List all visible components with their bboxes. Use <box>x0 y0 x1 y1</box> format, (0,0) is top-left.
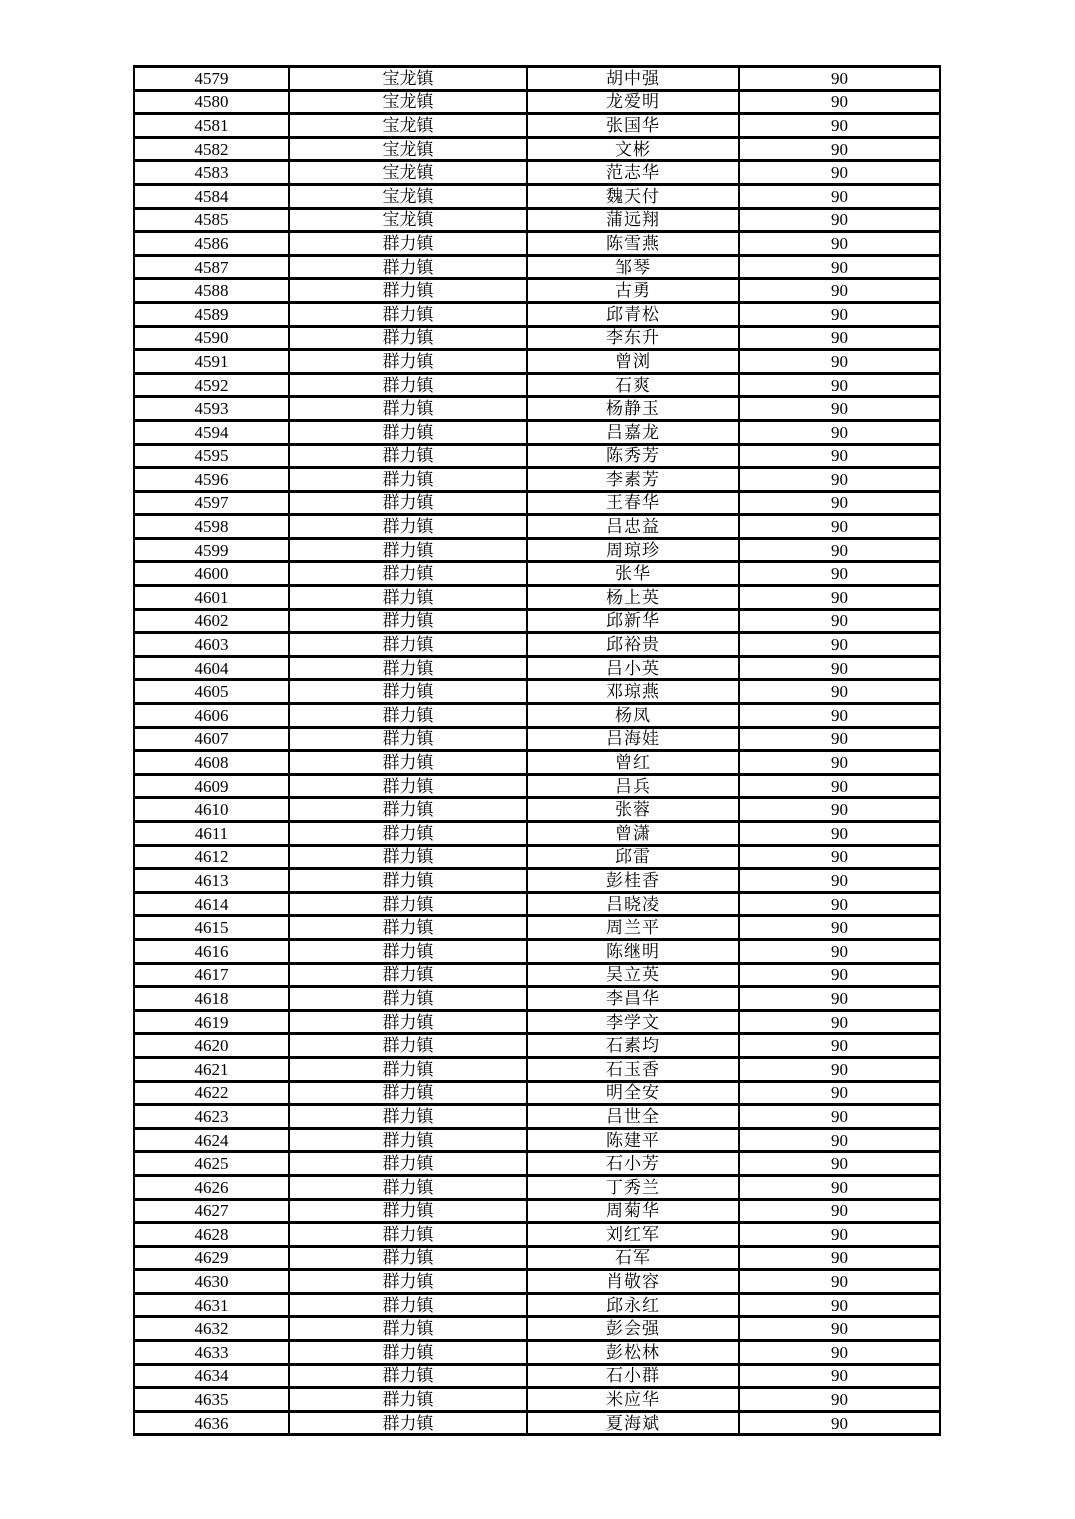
cell-name: 邱青松 <box>527 302 739 326</box>
table-row <box>134 1341 940 1365</box>
cell-serial: 4594 <box>134 420 289 444</box>
cell-town: 群力镇 <box>289 420 527 444</box>
cell-serial: 4587 <box>134 255 289 279</box>
cell-town: 群力镇 <box>289 774 527 798</box>
cell-town: 群力镇 <box>289 1411 527 1435</box>
cell-name: 蒲远翔 <box>527 208 739 232</box>
cell-serial: 4602 <box>134 609 289 633</box>
table-row <box>134 751 940 775</box>
cell-score: 90 <box>739 515 940 539</box>
table-row <box>134 208 940 232</box>
cell-name: 邱雷 <box>527 845 739 869</box>
cell-score: 90 <box>739 609 940 633</box>
cell-score: 90 <box>739 208 940 232</box>
cell-serial: 4611 <box>134 822 289 846</box>
cell-name: 吕世全 <box>527 1105 739 1129</box>
cell-score: 90 <box>739 1341 940 1365</box>
table-row <box>134 680 940 704</box>
cell-score: 90 <box>739 302 940 326</box>
cell-serial: 4601 <box>134 586 289 610</box>
cell-name: 彭松林 <box>527 1341 739 1365</box>
cell-serial: 4582 <box>134 137 289 161</box>
cell-name: 邓琼燕 <box>527 680 739 704</box>
cell-serial: 4579 <box>134 67 289 91</box>
cell-name: 陈秀芳 <box>527 444 739 468</box>
table-row <box>134 656 940 680</box>
table-row <box>134 1081 940 1105</box>
cell-name: 李昌华 <box>527 987 739 1011</box>
cell-town: 群力镇 <box>289 963 527 987</box>
table-row <box>134 255 940 279</box>
cell-name: 吕晓凌 <box>527 892 739 916</box>
table-row <box>134 161 940 185</box>
cell-town: 宝龙镇 <box>289 208 527 232</box>
cell-name: 文彬 <box>527 137 739 161</box>
cell-town: 群力镇 <box>289 538 527 562</box>
cell-town: 群力镇 <box>289 1341 527 1365</box>
cell-score: 90 <box>739 1293 940 1317</box>
cell-town: 群力镇 <box>289 680 527 704</box>
cell-serial: 4597 <box>134 491 289 515</box>
cell-name: 石小群 <box>527 1364 739 1388</box>
score-table <box>133 65 941 1436</box>
cell-town: 群力镇 <box>289 491 527 515</box>
cell-serial: 4620 <box>134 1034 289 1058</box>
cell-town: 群力镇 <box>289 1317 527 1341</box>
cell-serial: 4606 <box>134 704 289 728</box>
cell-name: 王春华 <box>527 491 739 515</box>
cell-score: 90 <box>739 1010 940 1034</box>
cell-score: 90 <box>739 680 940 704</box>
cell-score: 90 <box>739 1081 940 1105</box>
score-table-body <box>134 67 940 1435</box>
cell-town: 群力镇 <box>289 987 527 1011</box>
cell-serial: 4595 <box>134 444 289 468</box>
cell-score: 90 <box>739 232 940 256</box>
cell-serial: 4633 <box>134 1341 289 1365</box>
cell-score: 90 <box>739 420 940 444</box>
cell-town: 群力镇 <box>289 1388 527 1412</box>
cell-serial: 4598 <box>134 515 289 539</box>
cell-score: 90 <box>739 892 940 916</box>
cell-serial: 4605 <box>134 680 289 704</box>
cell-score: 90 <box>739 67 940 91</box>
cell-score: 90 <box>739 987 940 1011</box>
cell-name: 魏天付 <box>527 184 739 208</box>
cell-town: 群力镇 <box>289 609 527 633</box>
cell-serial: 4619 <box>134 1010 289 1034</box>
cell-serial: 4632 <box>134 1317 289 1341</box>
cell-name: 吕嘉龙 <box>527 420 739 444</box>
cell-town: 群力镇 <box>289 845 527 869</box>
table-row <box>134 869 940 893</box>
cell-serial: 4610 <box>134 798 289 822</box>
cell-serial: 4621 <box>134 1057 289 1081</box>
cell-serial: 4623 <box>134 1105 289 1129</box>
cell-score: 90 <box>739 633 940 657</box>
cell-town: 群力镇 <box>289 468 527 492</box>
cell-score: 90 <box>739 279 940 303</box>
cell-serial: 4613 <box>134 869 289 893</box>
table-row <box>134 609 940 633</box>
table-row <box>134 916 940 940</box>
table-row <box>134 1246 940 1270</box>
table-row <box>134 892 940 916</box>
cell-score: 90 <box>739 90 940 114</box>
cell-score: 90 <box>739 704 940 728</box>
cell-serial: 4636 <box>134 1411 289 1435</box>
cell-town: 群力镇 <box>289 1057 527 1081</box>
table-row <box>134 326 940 350</box>
table-row <box>134 468 940 492</box>
cell-name: 邹琴 <box>527 255 739 279</box>
cell-score: 90 <box>739 184 940 208</box>
cell-town: 宝龙镇 <box>289 67 527 91</box>
cell-town: 群力镇 <box>289 586 527 610</box>
cell-serial: 4591 <box>134 350 289 374</box>
table-row <box>134 1270 940 1294</box>
cell-town: 群力镇 <box>289 444 527 468</box>
cell-name: 刘红军 <box>527 1223 739 1247</box>
cell-name: 肖敬容 <box>527 1270 739 1294</box>
cell-serial: 4629 <box>134 1246 289 1270</box>
table-row <box>134 279 940 303</box>
table-row <box>134 987 940 1011</box>
cell-serial: 4607 <box>134 727 289 751</box>
cell-score: 90 <box>739 161 940 185</box>
cell-town: 群力镇 <box>289 1293 527 1317</box>
cell-score: 90 <box>739 751 940 775</box>
cell-town: 群力镇 <box>289 1034 527 1058</box>
cell-serial: 4614 <box>134 892 289 916</box>
cell-score: 90 <box>739 727 940 751</box>
cell-score: 90 <box>739 1411 940 1435</box>
table-row <box>134 1057 940 1081</box>
table-row <box>134 350 940 374</box>
table-row <box>134 538 940 562</box>
cell-score: 90 <box>739 373 940 397</box>
cell-serial: 4599 <box>134 538 289 562</box>
cell-name: 范志华 <box>527 161 739 185</box>
cell-name: 张蓉 <box>527 798 739 822</box>
cell-serial: 4590 <box>134 326 289 350</box>
cell-serial: 4604 <box>134 656 289 680</box>
cell-name: 胡中强 <box>527 67 739 91</box>
cell-serial: 4596 <box>134 468 289 492</box>
table-row <box>134 586 940 610</box>
cell-serial: 4581 <box>134 114 289 138</box>
cell-name: 明全安 <box>527 1081 739 1105</box>
cell-name: 吕海娃 <box>527 727 739 751</box>
cell-score: 90 <box>739 798 940 822</box>
cell-town: 宝龙镇 <box>289 137 527 161</box>
cell-town: 群力镇 <box>289 515 527 539</box>
cell-name: 周菊华 <box>527 1199 739 1223</box>
cell-town: 群力镇 <box>289 255 527 279</box>
cell-serial: 4631 <box>134 1293 289 1317</box>
cell-town: 群力镇 <box>289 1152 527 1176</box>
cell-name: 曾浏 <box>527 350 739 374</box>
table-row <box>134 1128 940 1152</box>
table-row <box>134 444 940 468</box>
cell-serial: 4608 <box>134 751 289 775</box>
cell-name: 龙爱明 <box>527 90 739 114</box>
cell-town: 群力镇 <box>289 704 527 728</box>
cell-score: 90 <box>739 1105 940 1129</box>
table-row <box>134 633 940 657</box>
cell-serial: 4612 <box>134 845 289 869</box>
table-row <box>134 1175 940 1199</box>
cell-name: 米应华 <box>527 1388 739 1412</box>
cell-serial: 4625 <box>134 1152 289 1176</box>
cell-score: 90 <box>739 114 940 138</box>
cell-town: 群力镇 <box>289 892 527 916</box>
cell-name: 李学文 <box>527 1010 739 1034</box>
cell-score: 90 <box>739 137 940 161</box>
cell-town: 群力镇 <box>289 1223 527 1247</box>
cell-serial: 4592 <box>134 373 289 397</box>
cell-town: 群力镇 <box>289 373 527 397</box>
cell-town: 群力镇 <box>289 939 527 963</box>
cell-name: 丁秀兰 <box>527 1175 739 1199</box>
cell-town: 群力镇 <box>289 1175 527 1199</box>
cell-score: 90 <box>739 656 940 680</box>
cell-serial: 4626 <box>134 1175 289 1199</box>
cell-town: 群力镇 <box>289 302 527 326</box>
table-row <box>134 822 940 846</box>
cell-score: 90 <box>739 491 940 515</box>
cell-serial: 4580 <box>134 90 289 114</box>
table-row <box>134 845 940 869</box>
cell-name: 张华 <box>527 562 739 586</box>
cell-town: 群力镇 <box>289 822 527 846</box>
cell-name: 杨静玉 <box>527 397 739 421</box>
table-row <box>134 1105 940 1129</box>
cell-serial: 4603 <box>134 633 289 657</box>
table-row <box>134 963 940 987</box>
table-row <box>134 1293 940 1317</box>
cell-name: 彭桂香 <box>527 869 739 893</box>
table-row <box>134 373 940 397</box>
table-row <box>134 397 940 421</box>
cell-name: 石素均 <box>527 1034 739 1058</box>
cell-name: 周琼珍 <box>527 538 739 562</box>
cell-name: 邱新华 <box>527 609 739 633</box>
cell-town: 群力镇 <box>289 869 527 893</box>
table-row <box>134 302 940 326</box>
cell-serial: 4634 <box>134 1364 289 1388</box>
cell-name: 陈建平 <box>527 1128 739 1152</box>
cell-town: 宝龙镇 <box>289 114 527 138</box>
cell-name: 石小芳 <box>527 1152 739 1176</box>
cell-score: 90 <box>739 326 940 350</box>
cell-score: 90 <box>739 822 940 846</box>
cell-serial: 4628 <box>134 1223 289 1247</box>
cell-town: 群力镇 <box>289 633 527 657</box>
cell-town: 群力镇 <box>289 916 527 940</box>
cell-name: 石军 <box>527 1246 739 1270</box>
cell-name: 吕小英 <box>527 656 739 680</box>
cell-name: 李东升 <box>527 326 739 350</box>
cell-name: 陈继明 <box>527 939 739 963</box>
cell-score: 90 <box>739 1057 940 1081</box>
table-row <box>134 562 940 586</box>
cell-name: 吕忠益 <box>527 515 739 539</box>
cell-score: 90 <box>739 255 940 279</box>
cell-score: 90 <box>739 562 940 586</box>
cell-name: 古勇 <box>527 279 739 303</box>
cell-name: 邱永红 <box>527 1293 739 1317</box>
cell-town: 宝龙镇 <box>289 184 527 208</box>
cell-town: 群力镇 <box>289 751 527 775</box>
cell-score: 90 <box>739 468 940 492</box>
cell-serial: 4616 <box>134 939 289 963</box>
table-row <box>134 90 940 114</box>
table-row <box>134 114 940 138</box>
cell-score: 90 <box>739 869 940 893</box>
table-row <box>134 420 940 444</box>
cell-score: 90 <box>739 1152 940 1176</box>
table-row <box>134 67 940 91</box>
cell-score: 90 <box>739 774 940 798</box>
cell-serial: 4624 <box>134 1128 289 1152</box>
cell-serial: 4585 <box>134 208 289 232</box>
cell-name: 吕兵 <box>527 774 739 798</box>
cell-serial: 4584 <box>134 184 289 208</box>
cell-name: 李素芳 <box>527 468 739 492</box>
cell-serial: 4635 <box>134 1388 289 1412</box>
table-row <box>134 704 940 728</box>
table-row <box>134 1411 940 1435</box>
cell-serial: 4600 <box>134 562 289 586</box>
table-row <box>134 1317 940 1341</box>
cell-name: 吴立英 <box>527 963 739 987</box>
cell-score: 90 <box>739 1128 940 1152</box>
cell-score: 90 <box>739 538 940 562</box>
cell-serial: 4583 <box>134 161 289 185</box>
cell-score: 90 <box>739 1223 940 1247</box>
cell-serial: 4588 <box>134 279 289 303</box>
cell-score: 90 <box>739 1175 940 1199</box>
table-row <box>134 137 940 161</box>
cell-score: 90 <box>739 586 940 610</box>
cell-town: 群力镇 <box>289 232 527 256</box>
cell-town: 群力镇 <box>289 1199 527 1223</box>
cell-town: 群力镇 <box>289 1010 527 1034</box>
cell-town: 群力镇 <box>289 1270 527 1294</box>
table-row <box>134 184 940 208</box>
cell-name: 杨上英 <box>527 586 739 610</box>
table-row <box>134 727 940 751</box>
cell-town: 群力镇 <box>289 326 527 350</box>
cell-serial: 4586 <box>134 232 289 256</box>
cell-serial: 4627 <box>134 1199 289 1223</box>
cell-serial: 4609 <box>134 774 289 798</box>
cell-score: 90 <box>739 916 940 940</box>
cell-town: 群力镇 <box>289 656 527 680</box>
cell-score: 90 <box>739 1034 940 1058</box>
table-row <box>134 1034 940 1058</box>
cell-name: 夏海斌 <box>527 1411 739 1435</box>
cell-name: 石玉香 <box>527 1057 739 1081</box>
cell-name: 彭会强 <box>527 1317 739 1341</box>
cell-serial: 4617 <box>134 963 289 987</box>
cell-name: 周兰平 <box>527 916 739 940</box>
cell-score: 90 <box>739 444 940 468</box>
table-row <box>134 774 940 798</box>
cell-town: 群力镇 <box>289 350 527 374</box>
table-row <box>134 491 940 515</box>
table-row <box>134 232 940 256</box>
cell-name: 杨凤 <box>527 704 739 728</box>
cell-town: 群力镇 <box>289 1081 527 1105</box>
table-row <box>134 939 940 963</box>
table-row <box>134 1388 940 1412</box>
cell-score: 90 <box>739 1364 940 1388</box>
cell-serial: 4615 <box>134 916 289 940</box>
cell-town: 群力镇 <box>289 727 527 751</box>
cell-score: 90 <box>739 963 940 987</box>
cell-score: 90 <box>739 1317 940 1341</box>
cell-score: 90 <box>739 939 940 963</box>
cell-score: 90 <box>739 350 940 374</box>
table-row <box>134 1152 940 1176</box>
cell-town: 宝龙镇 <box>289 161 527 185</box>
cell-town: 群力镇 <box>289 1246 527 1270</box>
cell-town: 群力镇 <box>289 1128 527 1152</box>
cell-serial: 4593 <box>134 397 289 421</box>
cell-name: 陈雪燕 <box>527 232 739 256</box>
cell-name: 石爽 <box>527 373 739 397</box>
cell-town: 群力镇 <box>289 562 527 586</box>
cell-town: 群力镇 <box>289 397 527 421</box>
cell-name: 曾潇 <box>527 822 739 846</box>
cell-score: 90 <box>739 1246 940 1270</box>
cell-town: 群力镇 <box>289 1105 527 1129</box>
cell-score: 90 <box>739 397 940 421</box>
cell-serial: 4589 <box>134 302 289 326</box>
cell-town: 群力镇 <box>289 798 527 822</box>
cell-name: 曾红 <box>527 751 739 775</box>
table-row <box>134 1010 940 1034</box>
table-row <box>134 515 940 539</box>
cell-town: 群力镇 <box>289 279 527 303</box>
cell-town: 群力镇 <box>289 1364 527 1388</box>
cell-score: 90 <box>739 1270 940 1294</box>
table-row <box>134 1364 940 1388</box>
cell-score: 90 <box>739 1388 940 1412</box>
cell-serial: 4618 <box>134 987 289 1011</box>
cell-score: 90 <box>739 1199 940 1223</box>
table-row <box>134 798 940 822</box>
cell-score: 90 <box>739 845 940 869</box>
cell-name: 邱裕贵 <box>527 633 739 657</box>
table-row <box>134 1223 940 1247</box>
cell-name: 张国华 <box>527 114 739 138</box>
cell-serial: 4622 <box>134 1081 289 1105</box>
cell-serial: 4630 <box>134 1270 289 1294</box>
cell-town: 宝龙镇 <box>289 90 527 114</box>
table-row <box>134 1199 940 1223</box>
